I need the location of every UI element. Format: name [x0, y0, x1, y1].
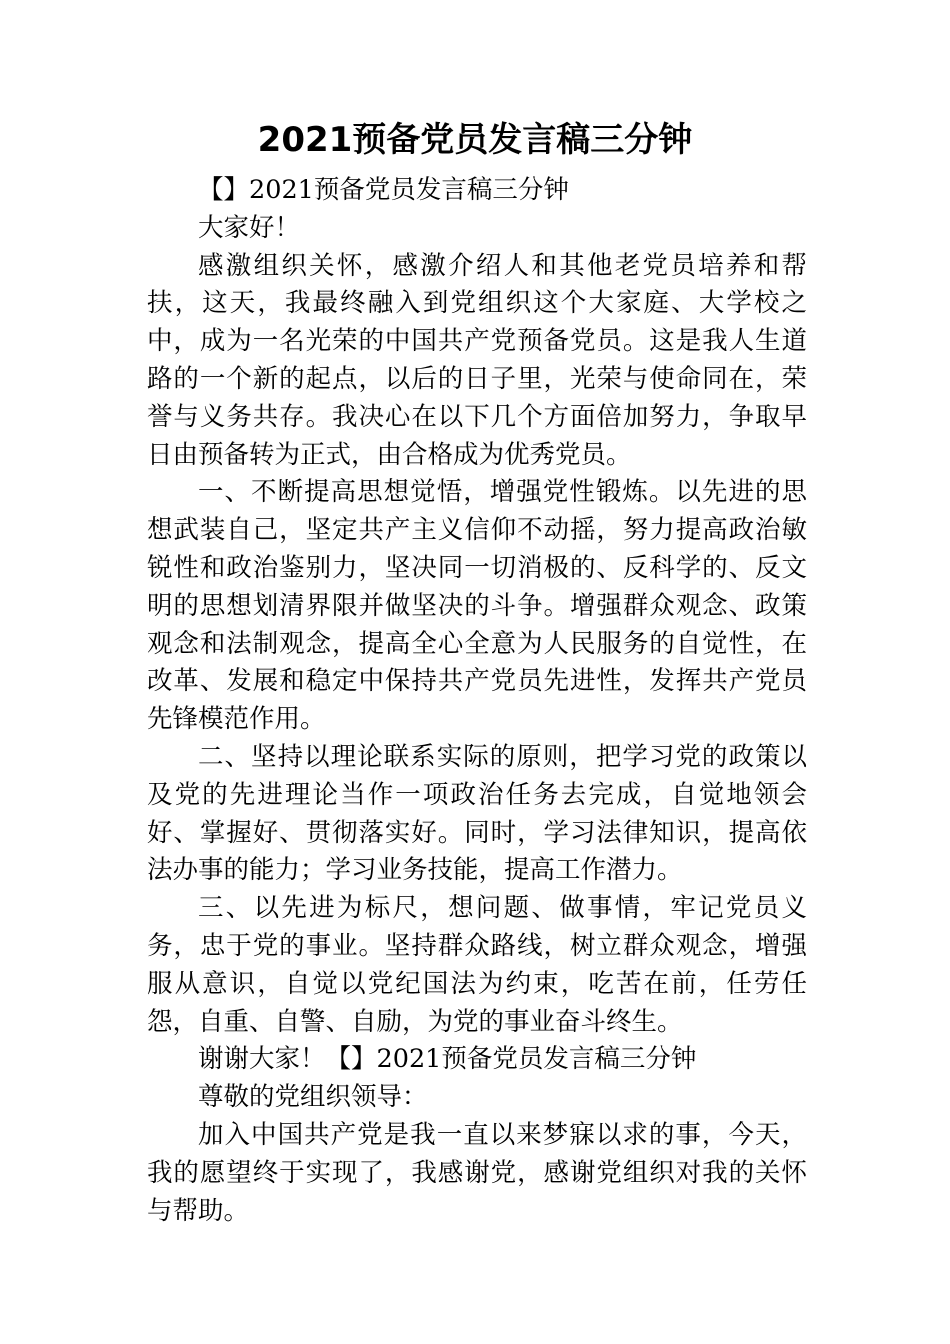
paragraph-point-two: 二、坚持以理论联系实际的原则，把学习党的政策以及党的先进理论当作一项政治任务去完成，自觉地领会好、掌握好、贯彻落实好。同时，学习法律知识，提高依法办事的能力；学习业务技能，提高工作潜力。 — [147, 741, 807, 886]
paragraph-greeting: 大家好！ — [198, 212, 301, 243]
paragraph-salutation: 尊敬的党组织领导： — [198, 1082, 428, 1113]
paragraph-thanks: 谢谢大家！【】2021预备党员发言稿三分钟 — [198, 1044, 697, 1075]
paragraph-heading-repeat: 【】2021预备党员发言稿三分钟 — [198, 175, 569, 205]
paragraph-intro: 感激组织关怀，感激介绍人和其他老党员培养和帮扶，这天，我最终融入到党组织这个大家庭、大学校之中，成为一名光荣的中国共产党预备党员。这是我人生道路的一个新的起点，以后的日子里，光荣与使命同在，荣誉与义务共存。我决心在以下几个方面倍加努力，争取早日由预备转为正式，由合格成为优秀党员。 — [147, 250, 807, 470]
paragraph-point-one: 一、不断提高思想觉悟，增强党性锻炼。以先进的思想武装自己，坚定共产主义信仰不动摇，努力提高政治敏锐性和政治鉴别力，坚决同一切消极的、反科学的、反文明的思想划清界限并做坚决的斗争。增强群众观念、政策观念和法制观念，提高全心全意为人民服务的自觉性，在改革、发展和稳定中保持共产党员先进性，发挥共产党员先锋模范作用。 — [147, 477, 807, 735]
paragraph-second-speech: 加入中国共产党是我一直以来梦寐以求的事，今天，我的愿望终于实现了，我感谢党，感谢党组织对我的关怀与帮助。 — [147, 1119, 807, 1226]
document-body — [147, 172, 807, 1230]
paragraph-point-three: 三、以先进为标尺，想问题、做事情，牢记党员义务，忠于党的事业。坚持群众路线，树立群众观念，增强服从意识，自觉以党纪国法为约束，吃苦在前，任劳任怨，自重、自警、自励，为党的事业奋斗终生。 — [147, 893, 807, 1037]
document-title: 2021预备党员发言稿三分钟 — [257, 120, 693, 160]
